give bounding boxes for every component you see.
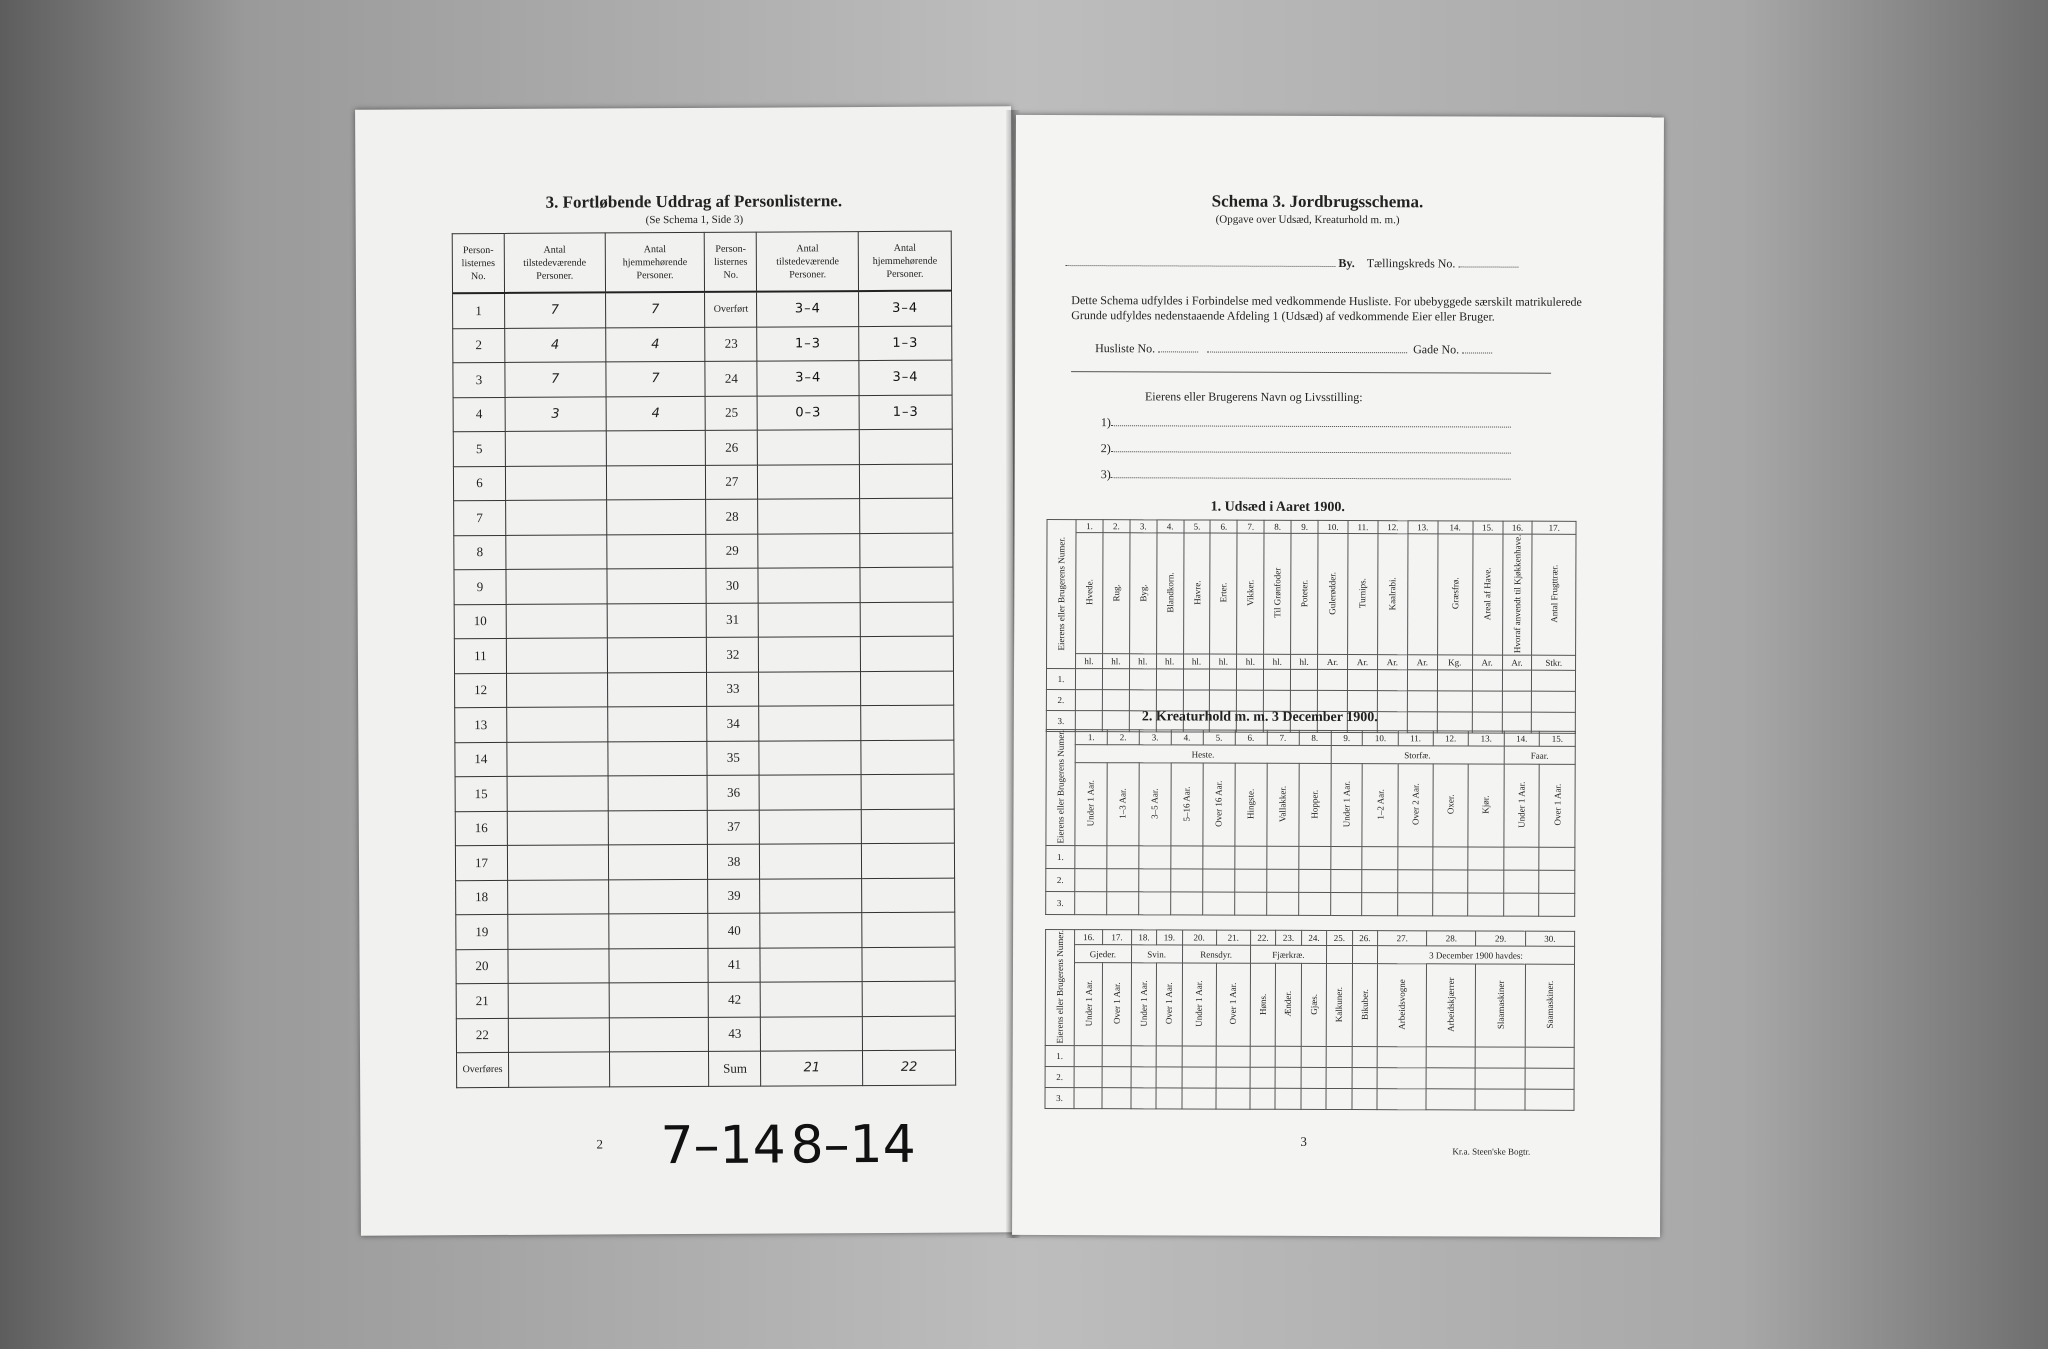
cell-b2: 3–4	[859, 360, 952, 395]
table-row	[454, 602, 953, 639]
cell-no2: 37	[708, 810, 760, 845]
cell-a2	[759, 706, 861, 741]
cell-no2: 25	[706, 396, 758, 431]
cell-b2	[859, 429, 952, 464]
left-page-number: 2	[596, 1136, 604, 1152]
cell-b1	[606, 499, 706, 534]
cell-b2: 1–3	[859, 326, 952, 361]
cell-a1	[508, 1017, 609, 1052]
cell-a1	[506, 534, 607, 569]
cell-b2	[862, 947, 955, 982]
cell-b1: 7	[606, 361, 706, 396]
cell-a2	[759, 775, 861, 810]
cell-no1: 1	[453, 293, 505, 328]
cell-no2: Sum	[709, 1051, 761, 1086]
cell-a2	[761, 1016, 863, 1051]
cell-a2: 1–3	[757, 326, 859, 361]
cell-b2	[860, 498, 953, 533]
udsaed-table: Eierens eller Brugerens Numer. 1. 2. 3. 4. 5. 6. 7. 8. 9. 10. 11. 12. 13. 14. 15. 16. 17. Hvede. Rug. Byg. Blandkorn. Havre. Erter. Vikker. Til Grønfoder Poteter. Gulerødder. Turnips. Kaalrabi. Græsfrø. Areal af Have. Hvoraf anvendt til Kjøkkenhave. Antal Frugttrær. hl. hl. hl. hl. hl. hl. hl. hl. hl. Ar. Ar. Ar. Ar. Kg. Ar. Ar. Stkr. 1. 2. 3.	[1046, 519, 1577, 734]
cell-a1	[506, 603, 607, 638]
col-header-present-2: Antal tilstedeværende Personer.	[757, 232, 859, 292]
cell-a1	[507, 776, 608, 811]
cell-a1	[507, 845, 608, 880]
cell-a1	[505, 431, 606, 466]
right-page	[1012, 115, 1664, 1237]
cell-a2	[758, 533, 860, 568]
cell-b1	[609, 1051, 709, 1086]
table-row	[453, 360, 952, 397]
eier-line-2: 2)	[1101, 441, 1511, 457]
cell-no1: 20	[456, 949, 508, 984]
cell-b1: 4	[605, 327, 705, 362]
cell-a2: 3–4	[757, 291, 859, 327]
cell-no2: 23	[705, 327, 757, 362]
table-row	[455, 740, 954, 777]
cell-no1: 7	[454, 500, 506, 535]
cell-b1	[609, 948, 709, 983]
instructions-text: Dette Schema udfyldes i Forbindelse med vedkommende Husliste. For ubebyggede særskilt matrikulerede Grunde udfyldes nedenstaaende Afdeling 1 (Udsæd) af vedkommende Eier eller Bruger.	[1071, 293, 1582, 324]
cell-no1: 12	[455, 673, 507, 708]
cell-b1	[607, 672, 707, 707]
cell-no1: 21	[456, 983, 508, 1018]
cell-b2	[860, 567, 953, 602]
col-header-listno-1: Person- listernes No.	[452, 233, 504, 293]
col-header-present-1: Antal tilstedeværende Personer.	[504, 233, 605, 293]
by-line	[1065, 255, 1518, 272]
table-row	[456, 912, 955, 949]
cell-a1: 7	[504, 292, 605, 328]
table-row	[453, 395, 952, 432]
cell-a2	[759, 671, 861, 706]
gade-label: Gade No.	[1413, 342, 1460, 357]
cell-no1: 2	[453, 328, 505, 363]
cell-b1	[609, 982, 709, 1017]
cell-a2	[758, 464, 860, 499]
cell-b2	[860, 636, 953, 671]
col-header-resident-2: Antal hjemmehørende Personer.	[858, 231, 951, 291]
cell-b2	[861, 809, 954, 844]
cell-a2: 0–3	[757, 395, 859, 430]
cell-a1	[506, 500, 607, 535]
cell-a2	[759, 740, 861, 775]
table-row	[455, 843, 954, 880]
cell-a1	[508, 983, 609, 1018]
cell-b2: 22	[863, 1050, 956, 1085]
cell-a1	[505, 465, 606, 500]
cell-no2: 28	[706, 499, 758, 534]
cell-no1: 10	[454, 604, 506, 639]
cell-b2	[862, 1016, 955, 1051]
cell-a2	[759, 602, 861, 637]
sec1-title: 1. Udsæd i Aaret 1900.	[1210, 499, 1345, 516]
kreaturhold-table: Eierens eller Brugerens Numer. 1. 2. 3. 4. 5. 6. 7. 8. 9. 10. 11. 12. 13. 14. 15. Heste. Storfæ. Faar. Under 1 Aar. 1–3 Aar. 3–5 Aar. 5–16 Aar. Over 16 Aar. Hingste. Vallakker. Hopper. Under 1 Aar. 1–2 Aar. Over 2 Aar. Oxer. Kjør. Under 1 Aar. Over 1 Aar. 1. 2. 3.	[1045, 729, 1576, 917]
cell-no2: 43	[709, 1017, 761, 1052]
cell-no1: 14	[455, 742, 507, 777]
cell-b1	[607, 706, 707, 741]
cell-no1: 18	[456, 880, 508, 915]
total-resident-handwritten: 8–14	[790, 1114, 916, 1176]
cell-no2: 30	[706, 568, 758, 603]
cell-b2	[862, 843, 955, 878]
separator-line	[1071, 371, 1551, 374]
left-page-title: 3. Fortløbende Uddrag af Personlisterne.	[545, 191, 843, 212]
cell-b1: 7	[605, 292, 705, 328]
right-page-title: Schema 3. Jordbrugsschema.	[1211, 191, 1424, 212]
cell-no2: Overført	[705, 292, 757, 327]
cell-a1: 4	[505, 327, 606, 362]
husliste-label: Husliste No.	[1095, 341, 1156, 356]
cell-b1	[609, 1017, 709, 1052]
cell-a2	[760, 913, 862, 948]
cell-b1	[606, 430, 706, 465]
cell-a1	[508, 948, 609, 983]
cell-b2	[861, 671, 954, 706]
printer-credit: Kr.a. Steen'ske Bogtr.	[1452, 1146, 1531, 1157]
cell-b2	[861, 740, 954, 775]
cell-no2: 42	[709, 982, 761, 1017]
table-row	[455, 774, 954, 811]
col-header-resident-1: Antal hjemmehørende Personer.	[605, 232, 705, 292]
cell-no2: 40	[708, 913, 760, 948]
cell-b2	[860, 602, 953, 637]
eier-line-3: 3)	[1101, 467, 1511, 483]
table-row	[453, 291, 952, 329]
table-row	[454, 533, 953, 570]
cell-no1: 22	[456, 1018, 508, 1053]
cell-no1: 3	[453, 362, 505, 397]
cell-no2: 33	[707, 672, 759, 707]
table-row	[456, 878, 955, 915]
eier-line-1: 1)	[1101, 415, 1511, 431]
cell-a2	[758, 568, 860, 603]
table-row	[455, 671, 954, 708]
cell-a2: 3–4	[757, 361, 859, 396]
col-header-listno-2: Person- listernes No.	[705, 232, 757, 292]
cell-a1	[506, 569, 607, 604]
cell-a2	[759, 637, 861, 672]
cell-no2: 34	[707, 706, 759, 741]
left-page	[355, 106, 1017, 1235]
cell-b1	[608, 741, 708, 776]
table-row	[454, 498, 953, 535]
husliste-line	[1095, 341, 1492, 357]
table-row	[453, 326, 952, 363]
cell-no1: 16	[455, 811, 507, 846]
cell-a1	[508, 1052, 609, 1087]
table-row	[453, 429, 952, 466]
smaadyr-table: Eierens eller Brugerens Numer. 16. 17. 18. 19. 20. 21. 22. 23. 24. 25. 26. 27. 28. 29. 30. Gjeder. Svin. Rensdyr. Fjærkræ. 3 December 1900 havdes: Under 1 Aar. Over 1 Aar. Under 1 Aar. Over 1 Aar. Under 1 Aar. Over 1 Aar. Høns. Ænder. Gjæs. Kalkuner. Bikuber. Arbeidsvogne Arbeidskjærrer Slaamaskiner Saamaskiner. 1. 2. 3.	[1044, 929, 1575, 1111]
eier-label: Eierens eller Brugerens Navn og Livsstilling:	[1144, 389, 1363, 405]
cell-b2: 3–4	[859, 291, 952, 326]
cell-b1	[608, 810, 708, 845]
cell-b1	[607, 637, 707, 672]
cell-b1	[608, 913, 708, 948]
cell-b1	[606, 534, 706, 569]
cell-b1: 4	[606, 396, 706, 431]
cell-no1: 11	[454, 638, 506, 673]
cell-no2: 38	[708, 844, 760, 879]
cell-a2	[760, 809, 862, 844]
cell-a1	[507, 810, 608, 845]
table-row	[453, 464, 952, 501]
cell-no2: 26	[706, 430, 758, 465]
cell-a2: 21	[761, 1051, 863, 1086]
cell-no2: 27	[706, 465, 758, 500]
cell-no2: 32	[707, 637, 759, 672]
cell-no2: 36	[708, 775, 760, 810]
right-page-number: 3	[1300, 1133, 1307, 1149]
cell-b2	[862, 981, 955, 1016]
table-row	[456, 981, 955, 1018]
cell-a1	[506, 638, 607, 673]
cell-a2	[760, 947, 862, 982]
cell-b1	[608, 775, 708, 810]
cell-b1	[608, 879, 708, 914]
table-row	[456, 1050, 955, 1087]
table-row	[454, 567, 953, 604]
cell-b2	[860, 464, 953, 499]
cell-b2	[861, 774, 954, 809]
cell-no1: 13	[455, 707, 507, 742]
cell-b2	[861, 705, 954, 740]
cell-b1	[607, 603, 707, 638]
cell-b1	[606, 465, 706, 500]
left-page-subtitle: (Se Schema 1, Side 3)	[645, 213, 744, 227]
cell-no1: 17	[455, 845, 507, 880]
total-present-handwritten: 7–14	[660, 1115, 786, 1177]
cell-b2: 1–3	[859, 395, 952, 430]
cell-a2	[760, 982, 862, 1017]
cell-no2: 24	[705, 361, 757, 396]
cell-b2	[860, 533, 953, 568]
sec2-title: 2. Kreaturhold m. m. 3 December 1900.	[1141, 709, 1378, 726]
cell-b1	[607, 568, 707, 603]
cell-b2	[862, 912, 955, 947]
cell-no2: 29	[706, 534, 758, 569]
cell-no2: 35	[707, 741, 759, 776]
cell-a1: 3	[505, 396, 606, 431]
cell-b2	[862, 878, 955, 913]
table-row	[456, 947, 955, 984]
cell-no1: 15	[455, 776, 507, 811]
cell-no2: 39	[708, 879, 760, 914]
by-label: By.	[1338, 255, 1355, 271]
right-page-subtitle: (Opgave over Udsæd, Kreaturhold m. m.)	[1215, 213, 1400, 227]
table-row	[455, 809, 954, 846]
cell-a2	[760, 844, 862, 879]
person-list-table	[452, 231, 956, 1088]
cell-no1: 8	[454, 535, 506, 570]
kreds-label: Tællingskreds No.	[1366, 256, 1456, 271]
cell-a1	[508, 914, 609, 949]
cell-no1: 19	[456, 914, 508, 949]
cell-a2	[758, 430, 860, 465]
cell-a1	[508, 879, 609, 914]
table-row	[456, 1016, 955, 1053]
cell-a1	[507, 741, 608, 776]
cell-no1: 6	[453, 466, 505, 501]
cell-a1	[507, 707, 608, 742]
cell-no1: 4	[453, 397, 505, 432]
cell-no1: 5	[453, 431, 505, 466]
cell-no2: 41	[708, 948, 760, 983]
cell-a2	[758, 499, 860, 534]
cell-b1	[608, 844, 708, 879]
table-row	[455, 705, 954, 742]
cell-a2	[760, 878, 862, 913]
cell-a1: 7	[505, 362, 606, 397]
table-header-row	[452, 231, 951, 293]
cell-no2: 31	[707, 603, 759, 638]
table-row	[454, 636, 953, 673]
cell-no1: Overføres	[456, 1052, 508, 1087]
cell-no1: 9	[454, 569, 506, 604]
cell-a1	[506, 672, 607, 707]
